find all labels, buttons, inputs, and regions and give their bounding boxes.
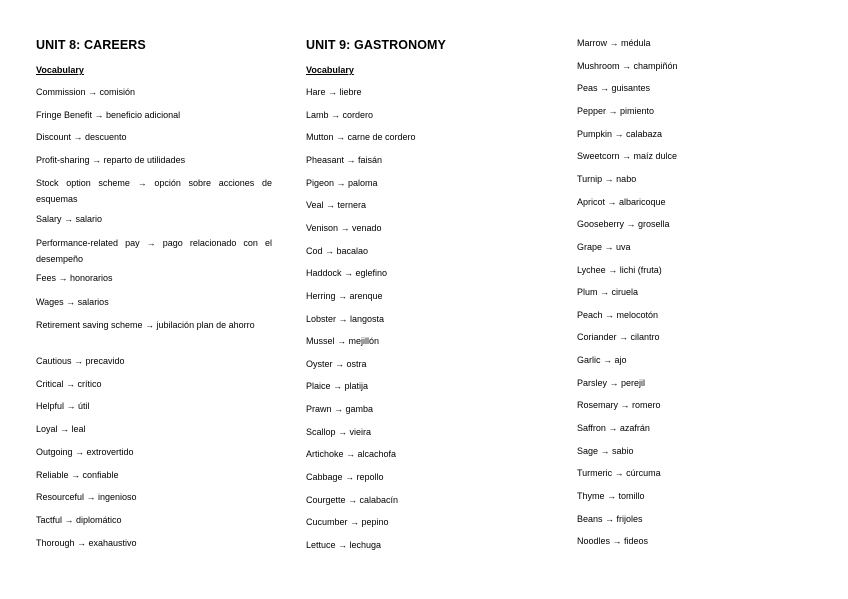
- vocab-entry-rosemary: Rosemary → romero: [577, 400, 661, 410]
- vocab-entry-plum: Plum → ciruela: [577, 287, 639, 297]
- vocab-entry-cucumber: Cucumber → pepino: [306, 517, 389, 527]
- vocab-entry-artichoke: Artichoke → alcachofa: [306, 449, 397, 459]
- vocab-entry-prawn: Prawn → gamba: [306, 404, 374, 414]
- vocab-entry-performance-related-pay: Performance-related pay → pago relacionado con el desempeño: [36, 238, 272, 264]
- vocab-entry-turnip: Turnip → nabo: [577, 174, 637, 184]
- vocab-entry-profit-sharing: Profit-sharing → reparto de utilidades: [36, 155, 186, 165]
- vocab-entry-apricot: Apricot → albaricoque: [577, 197, 666, 207]
- vocab-entry-thorough: Thorough → exahaustivo: [36, 538, 137, 548]
- vocab-entry-resourceful: Resourceful → ingenioso: [36, 492, 137, 502]
- vocab-entry-helpful: Helpful → útil: [36, 401, 90, 411]
- vocab-entry-stock-option-scheme: Stock option scheme → opción sobre acciones de esquemas: [36, 178, 272, 204]
- vocab-entry-critical: Critical → crítico: [36, 379, 102, 389]
- vocab-entry-tactful: Tactful → diplomático: [36, 515, 122, 525]
- vocab-entry-scallop: Scallop → vieira: [306, 427, 372, 437]
- vocab-entry-lettuce: Lettuce → lechuga: [306, 540, 382, 550]
- vocab-entry-pepper: Pepper → pimiento: [577, 106, 655, 116]
- vocab-entry-wages: Wages → salarios: [36, 297, 109, 307]
- vocab-entry-marrow: Marrow → médula: [577, 38, 651, 48]
- vocab-entry-veal: Veal → ternera: [306, 200, 367, 210]
- vocab-entry-reliable: Reliable → confiable: [36, 470, 119, 480]
- vocab-entry-grape: Grape → uva: [577, 242, 631, 252]
- vocab-entry-lobster: Lobster → langosta: [306, 314, 385, 324]
- vocab-entry-mussel: Mussel → mejillón: [306, 336, 380, 346]
- vocab-entry-noodles: Noodles → fideos: [577, 536, 649, 546]
- vocab-entry-cautious: Cautious → precavido: [36, 356, 125, 366]
- vocab-entry-outgoing: Outgoing → extrovertido: [36, 447, 134, 457]
- vocab-entry-sweetcorn: Sweetcorn → maíz dulce: [577, 151, 678, 161]
- vocab-entry-pheasant: Pheasant → faisán: [306, 155, 383, 165]
- vocab-entry-loyal: Loyal → leal: [36, 424, 86, 434]
- vocab-entry-commission: Commission → comisión: [36, 87, 136, 97]
- vocab-entry-thyme: Thyme → tomillo: [577, 491, 645, 501]
- vocab-entry-mushroom: Mushroom → champiñón: [577, 61, 678, 71]
- vocab-entry-discount: Discount → descuento: [36, 132, 127, 142]
- vocab-entry-oyster: Oyster → ostra: [306, 359, 367, 369]
- unit8-heading: UNIT 8: CAREERS: [36, 38, 146, 52]
- vocab-entry-turmeric: Turmeric → cúrcuma: [577, 468, 661, 478]
- vocab-entry-gooseberry: Gooseberry → grosella: [577, 219, 670, 229]
- vocab-entry-lamb: Lamb → cordero: [306, 110, 374, 120]
- vocab-entry-parsley: Parsley → perejil: [577, 378, 646, 388]
- vocab-entry-salary: Salary → salario: [36, 214, 103, 224]
- vocab-entry-coriander: Coriander → cilantro: [577, 332, 660, 342]
- vocab-entry-courgette: Courgette → calabacín: [306, 495, 399, 505]
- vocab-entry-herring: Herring → arenque: [306, 291, 383, 301]
- vocab-entry-garlic: Garlic → ajo: [577, 355, 627, 365]
- vocab-entry-hare: Hare → liebre: [306, 87, 362, 97]
- vocab-entry-peas: Peas → guisantes: [577, 83, 651, 93]
- vocab-entry-fringe-benefit: Fringe Benefit → beneficio adicional: [36, 110, 181, 120]
- vocab-entry-cod: Cod → bacalao: [306, 246, 369, 256]
- vocab-entry-peach: Peach → melocotón: [577, 310, 659, 320]
- vocab-entry-mutton: Mutton → carne de cordero: [306, 132, 416, 142]
- vocab-entry-haddock: Haddock → eglefino: [306, 268, 388, 278]
- vocab-entry-plaice: Plaice → platija: [306, 381, 369, 391]
- vocab-entry-cabbage: Cabbage → repollo: [306, 472, 384, 482]
- unit9-vocabulary-subheading: Vocabulary: [306, 65, 354, 75]
- vocab-entry-saffron: Saffron → azafrán: [577, 423, 650, 433]
- vocab-entry-pumpkin: Pumpkin → calabaza: [577, 129, 663, 139]
- vocab-entry-beans: Beans → frijoles: [577, 514, 643, 524]
- vocab-entry-fees: Fees → honorarios: [36, 273, 113, 283]
- unit9-heading: UNIT 9: GASTRONOMY: [306, 38, 446, 52]
- vocab-entry-pigeon: Pigeon → paloma: [306, 178, 378, 188]
- vocab-entry-lychee: Lychee → lichi (fruta): [577, 265, 662, 275]
- vocab-entry-retirement-saving-scheme: Retirement saving scheme → jubilación plan de ahorro: [36, 320, 255, 330]
- vocab-entry-venison: Venison → venado: [306, 223, 382, 233]
- unit8-vocabulary-subheading: Vocabulary: [36, 65, 84, 75]
- vocab-entry-sage: Sage → sabio: [577, 446, 634, 456]
